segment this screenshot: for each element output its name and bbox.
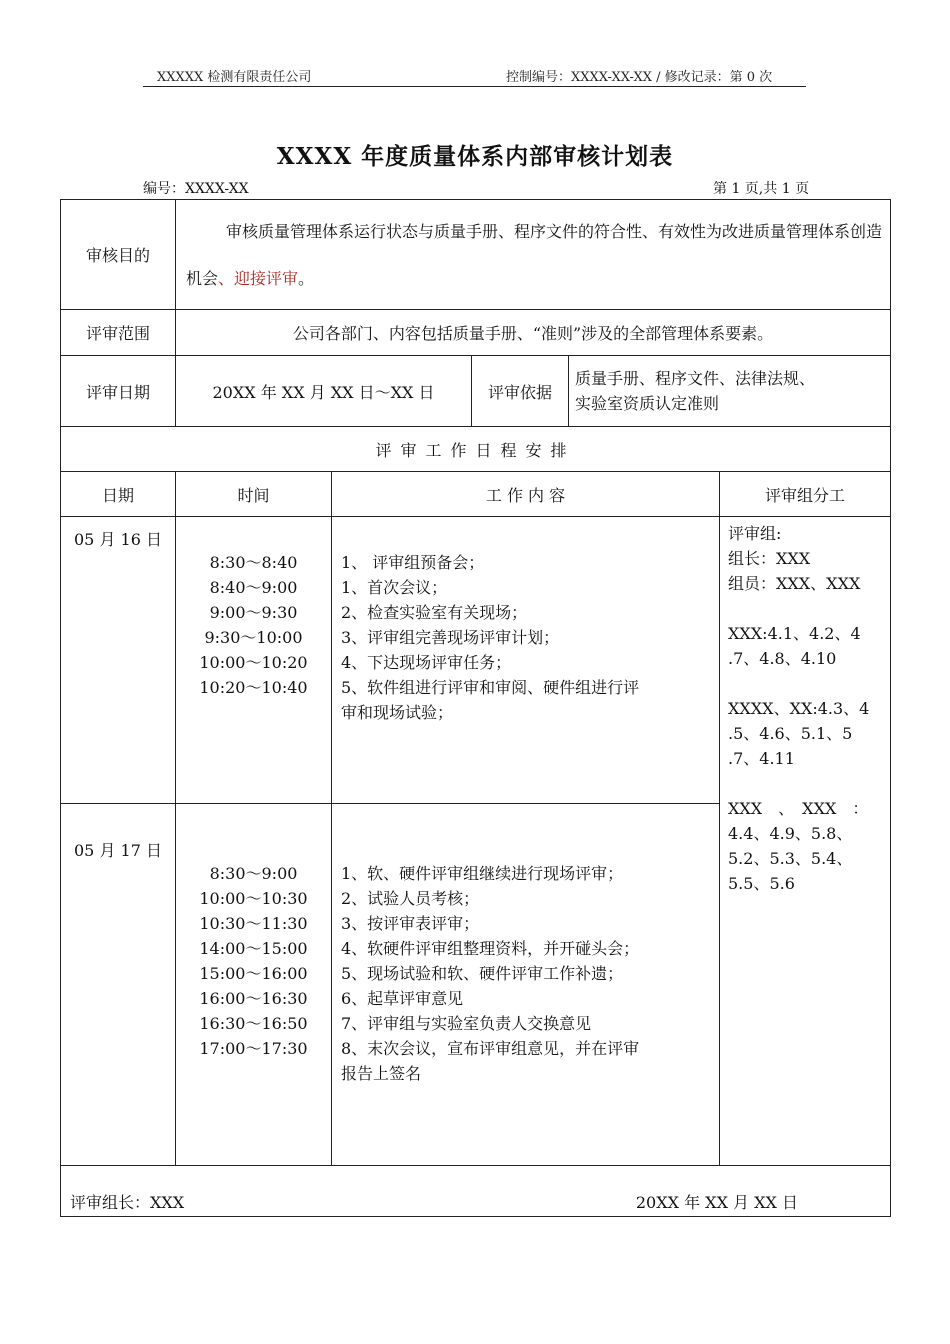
schedule-row-day1 — [61, 517, 891, 804]
role-line: XXX 、 XXX ： — [728, 799, 869, 818]
review-basis-line: 实验室资质认定准则 — [575, 394, 720, 413]
review-leader: 评审组长：XXX — [70, 1193, 185, 1212]
work-item: 7、评审组与实验室负责人交换意见 — [341, 1014, 592, 1033]
work-item: 3、按评审表评审； — [341, 914, 480, 933]
work-item: 5、软件组进行评审和审阅、硬件组进行评 — [341, 678, 640, 697]
team-roles — [720, 517, 891, 1166]
time-slot: 15:00～16:00 — [199, 964, 308, 983]
work-item: 1、软、硬件评审组继续进行现场评审； — [341, 864, 624, 883]
work-item: 4、下达现场评审任务； — [341, 653, 512, 672]
day1-items — [332, 517, 720, 804]
schedule-title-row — [61, 427, 891, 472]
review-basis-value — [569, 356, 891, 427]
time-slot: 9:30～10:00 — [204, 628, 303, 647]
role-line: 5.5、5.6 — [728, 874, 795, 893]
work-item: 2、检查实验室有关现场； — [341, 603, 528, 622]
time-slot: 17:00～17:30 — [199, 1039, 308, 1058]
role-line: .7、4.11 — [728, 749, 795, 768]
time-slot: 10:00～10:30 — [199, 889, 308, 908]
column-header-row — [61, 472, 891, 517]
work-item: 2、试验人员考核； — [341, 889, 480, 908]
scope-text: 公司各部门、内容包括质量手册、“准则”涉及的全部管理体系要素。 — [176, 310, 891, 356]
time-slot: 16:00～16:30 — [199, 989, 308, 1008]
time-slot: 10:00～10:20 — [199, 653, 308, 672]
column-header-date: 日期 — [61, 472, 176, 517]
day2-items — [332, 804, 720, 1166]
column-header-content: 工 作 内 容 — [332, 472, 720, 517]
day1-date: 05 月 16 日 — [61, 517, 176, 804]
time-slot: 9:00～9:30 — [209, 603, 298, 622]
time-slot: 10:20～10:40 — [199, 678, 308, 697]
day2-times — [176, 804, 332, 1166]
audit-plan-table — [60, 199, 891, 1217]
page-indicator: 第 1 页,共 1 页 — [713, 181, 810, 197]
day2-date: 05 月 17 日 — [61, 804, 176, 1166]
work-item: 6、起草评审意见 — [341, 989, 464, 1008]
time-slot: 8:30～9:00 — [209, 864, 298, 883]
time-slot: 14:00～15:00 — [199, 939, 308, 958]
role-line: XXXX、XX:4.3、4 — [728, 699, 870, 718]
day1-times — [176, 517, 332, 804]
header-rule — [143, 86, 806, 87]
scope-row — [61, 310, 891, 356]
footer-cell — [61, 1166, 891, 1217]
scope-label: 评审范围 — [61, 310, 176, 356]
time-slot: 10:30～11:30 — [199, 914, 308, 933]
work-item: 报告上签名 — [341, 1064, 422, 1083]
role-line: 5.2、5.3、5.4、 — [728, 849, 853, 868]
column-header-role: 评审组分工 — [720, 472, 891, 517]
column-header-time: 时间 — [176, 472, 332, 517]
role-line: 组员：XXX、XXX — [728, 574, 861, 593]
purpose-text-highlight: 、迎接评审 — [218, 268, 299, 288]
work-item: 1、首次会议； — [341, 578, 448, 597]
time-slot: 16:30～16:50 — [199, 1014, 308, 1033]
role-line: .5、4.6、5.1、5 — [728, 724, 853, 743]
document-number: 编号：XXXX-XX — [143, 181, 249, 197]
footer-row — [61, 1166, 891, 1217]
purpose-label: 审核目的 — [61, 200, 176, 310]
work-item: 8、末次会议，宣布评审组意见，并在评审 — [341, 1039, 640, 1058]
role-line: 4.4、4.9、5.8、 — [728, 824, 853, 843]
purpose-row — [61, 200, 891, 310]
date-row — [61, 356, 891, 427]
page-title: XXXX 年度质量体系内部审核计划表 — [276, 143, 674, 170]
work-item: 4、软硬件评审组整理资料，并开碰头会； — [341, 939, 640, 958]
work-item: 审和现场试验； — [341, 703, 454, 722]
work-item: 5、现场试验和软、硬件评审工作补遗； — [341, 964, 624, 983]
purpose-text-end: 。 — [298, 268, 315, 288]
header-company: XXXXX 检测有限责任公司 — [157, 70, 312, 85]
review-date-label: 评审日期 — [61, 356, 176, 427]
review-basis-line: 质量手册、程序文件、法律法规、 — [575, 369, 816, 388]
role-line: 评审组: — [728, 524, 782, 543]
role-line: 组长：XXX — [728, 549, 811, 568]
footer-date: 20XX 年 XX 月 XX 日 — [635, 1193, 798, 1212]
time-slot: 8:40～9:00 — [209, 578, 298, 597]
role-line: XXX:4.1、4.2、4 — [728, 624, 861, 643]
work-item: 3、评审组完善现场评审计划； — [341, 628, 560, 647]
time-slot: 8:30～8:40 — [209, 553, 298, 572]
schedule-title: 评审工作日程安排 — [61, 427, 891, 472]
review-basis-label: 评审依据 — [472, 356, 569, 427]
work-item: 1、 评审组预备会； — [341, 553, 485, 572]
purpose-text — [176, 200, 891, 310]
header-control-number: 控制编号：XXXX-XX-XX / 修改记录：第 0 次 — [506, 70, 773, 85]
purpose-text-main: 审核质量管理体系运行状态与质量手册、程序文件的符合性、有效性为改进质量管理体系创造机会 — [186, 221, 883, 288]
review-date-value: 20XX 年 XX 月 XX 日～XX 日 — [176, 356, 472, 427]
role-line: .7、4.8、4.10 — [728, 649, 837, 668]
